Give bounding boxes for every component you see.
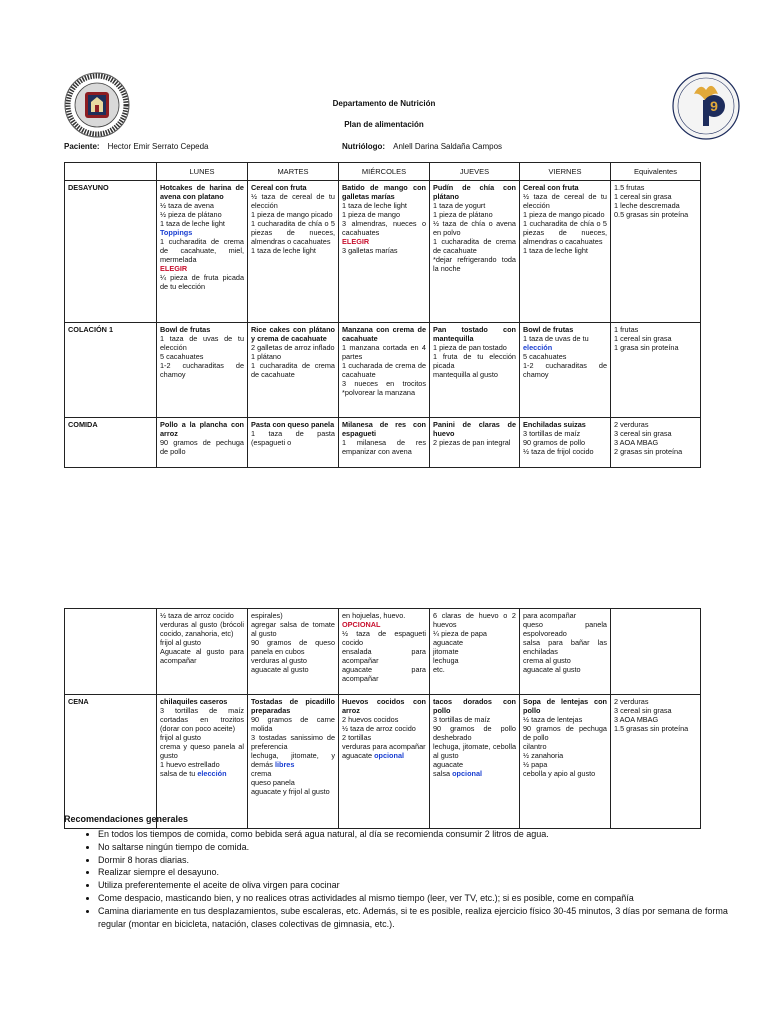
ingredient: aguacate para acompañar xyxy=(342,665,426,683)
row-cena xyxy=(65,695,701,829)
ingredient: 1 taza de yogurt xyxy=(433,201,486,210)
dish-name: Bowl de frutas xyxy=(523,325,574,334)
header-jueves: JUEVES xyxy=(430,163,520,181)
cell-miercoles xyxy=(339,323,430,418)
ingredient: *dejar refrigerando toda la noche xyxy=(433,255,516,273)
ingredient: 1 pieza de mango picado xyxy=(251,210,333,219)
ingredient: crema xyxy=(251,769,272,778)
cell-martes xyxy=(248,609,339,695)
option-highlight: elección xyxy=(523,343,553,352)
cell-jueves xyxy=(430,609,520,695)
dish-name: Cereal con fruta xyxy=(523,183,579,192)
cell-equivalentes xyxy=(611,323,701,418)
ingredient: frijol al gusto xyxy=(160,638,201,647)
nutritionist-label: Nutriólogo: xyxy=(342,142,386,151)
ingredient: ½ taza de arroz cocido xyxy=(342,724,416,733)
dish-name: tacos dorados con pollo xyxy=(433,697,516,715)
ingredient: 1 pieza de pan tostado xyxy=(433,343,507,352)
ingredient: aguacate xyxy=(433,638,464,647)
dish-name: Hotcakes de harina de avena con platano xyxy=(160,183,244,201)
option-highlight: ELEGIR xyxy=(160,264,188,273)
recommendations-list xyxy=(64,828,738,930)
option-highlight: ELEGIR xyxy=(342,237,370,246)
option-highlight: elección xyxy=(197,769,227,778)
dish-name: Huevos cocidos con arroz xyxy=(342,697,426,715)
dish-name: Pan tostado con mantequilla xyxy=(433,325,516,343)
dish-name: Milanesa de res con espagueti xyxy=(342,420,426,438)
ingredient: ½ taza de chía o avena en polvo xyxy=(433,219,516,237)
ingredient: 3 tostadas sanissimo de preferencia xyxy=(251,733,335,751)
list-item: • Utiliza preferentemente el aceite de oliva virgen para cocinar xyxy=(98,879,738,892)
ingredient: 1 fruta de tu elección picada xyxy=(433,352,516,370)
ingredient: 1 taza de pasta (espagueti o xyxy=(251,429,335,447)
ingredient: 1 cucharadita de chía o 5 piezas de nueces, almendras o cacahuates xyxy=(251,219,335,246)
row-comida xyxy=(65,418,701,468)
ingredient: etc. xyxy=(433,665,445,674)
ingredient: espirales) xyxy=(251,611,283,620)
list-item: • Dormir 8 horas diarias. xyxy=(98,854,738,867)
dish-name: Pollo a la plancha con arroz xyxy=(160,420,244,438)
cell-jueves xyxy=(430,323,520,418)
table-header-row xyxy=(65,163,701,181)
ingredient: 1 taza de uvas de tu elección xyxy=(160,334,244,352)
dish-name: chilaquiles caseros xyxy=(160,697,228,706)
cell-lunes xyxy=(157,181,248,323)
equivalent: 1.5 grasas sin proteína xyxy=(614,724,689,733)
row-desayuno xyxy=(65,181,701,323)
row-label: COMIDA xyxy=(65,418,157,468)
option-highlight: opcional xyxy=(452,769,483,778)
ingredient: 1 cucharadita de crema de cacahuate, miel, mermelada xyxy=(160,237,244,264)
cell-viernes xyxy=(520,609,611,695)
cell-martes xyxy=(248,695,339,829)
ingredient: cilantro xyxy=(523,742,547,751)
ingredient: 5 cacahuates xyxy=(160,352,204,361)
ingredient: aguacate y frijol al gusto xyxy=(251,787,330,796)
header-equivalentes: Equivalentes xyxy=(611,163,701,181)
ingredient: 3 almendras, nueces o cacahuates xyxy=(342,219,426,237)
dish-name: Manzana con crema de cacahuate xyxy=(342,325,426,343)
cell-viernes xyxy=(520,418,611,468)
cell-miercoles xyxy=(339,695,430,829)
ingredient: mantequilla al gusto xyxy=(433,370,498,379)
header-martes: MARTES xyxy=(248,163,339,181)
dish-name: Rice cakes con plátano y crema de cacahuate xyxy=(251,325,335,343)
ingredient: jitomate xyxy=(433,647,459,656)
ingredient: 90 gramos de queso panela en cubos xyxy=(251,638,335,656)
cell-equivalentes xyxy=(611,695,701,829)
ingredient: 1 huevo estrellado xyxy=(160,760,220,769)
ingredient: 90 gramos de carne molida xyxy=(251,715,335,733)
ingredient: ½ taza de frijol cocido xyxy=(523,447,594,456)
ingredient: 1 taza de leche light xyxy=(342,201,407,210)
cell-miercoles xyxy=(339,181,430,323)
equivalent: 1 cereal sin grasa xyxy=(614,192,672,201)
ingredient: agregar salsa de tomate al gusto xyxy=(251,620,335,638)
equivalent: 1.5 frutas xyxy=(614,183,645,192)
ingredient: ¼ pieza de fruta picada de tu elección xyxy=(160,273,244,291)
ingredient: queso panela xyxy=(251,778,295,787)
dish-name: Cereal con fruta xyxy=(251,183,307,192)
cell-lunes xyxy=(157,695,248,829)
option-highlight: Toppings xyxy=(160,228,193,237)
cell-jueves xyxy=(430,181,520,323)
dish-name: Pasta con queso panela xyxy=(251,420,335,429)
row-label: CENA xyxy=(65,695,157,829)
ingredient: 2 huevos cocidos xyxy=(342,715,399,724)
row-colacion xyxy=(65,323,701,418)
ingredient: aguacate al gusto xyxy=(251,665,309,674)
ingredient: 1 taza de leche light xyxy=(160,219,225,228)
header-empty xyxy=(65,163,157,181)
dish-name: Panini de claras de huevo xyxy=(433,420,516,438)
header-miercoles: MIÉRCOLES xyxy=(339,163,430,181)
list-item: • Come despacio, masticando bien, y no realices otras actividades al mismo tiempo (leer, ver TV, etc.); si es posible, come en compañía xyxy=(98,892,738,905)
equivalent: 1 cereal sin grasa xyxy=(614,334,672,343)
ingredient: ensalada para acompañar xyxy=(342,647,426,665)
row-comida-continued xyxy=(65,609,701,695)
ingredient: 1 manzana cortada en 4 partes xyxy=(342,343,426,361)
equivalent: 0.5 grasas sin proteína xyxy=(614,210,689,219)
ingredient: 1 taza de leche light xyxy=(523,246,588,255)
equivalent: 3 cereal sin grasa xyxy=(614,706,672,715)
ingredient: 90 gramos de pechuga de pollo xyxy=(523,724,607,742)
cell-lunes xyxy=(157,323,248,418)
cell-lunes xyxy=(157,609,248,695)
ingredient: 1 cucharada de crema de cacahuate xyxy=(342,361,426,379)
ingredient: lechuga, jitomate, cebolla al gusto xyxy=(433,742,516,760)
row-label: DESAYUNO xyxy=(65,181,157,323)
ingredient: aguacate xyxy=(433,760,464,769)
ingredient: 3 tortillas de maíz xyxy=(523,429,581,438)
cell-equivalentes xyxy=(611,609,701,695)
equivalent: 1 grasa sin proteína xyxy=(614,343,679,352)
ingredient: ¼ pieza de papa xyxy=(433,629,487,638)
option-highlight: OPCIONAL xyxy=(342,620,381,629)
ingredient: frijol al gusto xyxy=(160,733,201,742)
cell-miercoles xyxy=(339,609,430,695)
ingredient: en hojuelas, huevo. xyxy=(342,611,406,620)
meal-plan-table-page1 xyxy=(64,162,701,468)
cell-martes xyxy=(248,323,339,418)
ingredient: 5 cacahuates xyxy=(523,352,567,361)
ingredient: 3 nueces en trocitos *polvorear la manzana xyxy=(342,379,426,397)
ingredient: verduras para acompañar xyxy=(342,742,426,751)
equivalent: 3 AOA MBAG xyxy=(614,438,659,447)
equivalent: 1 frutas xyxy=(614,325,639,334)
ingredient: ½ taza de arroz cocido xyxy=(160,611,234,620)
cell-viernes xyxy=(520,695,611,829)
ingredient: para acompañar xyxy=(523,611,577,620)
ingredient: 3 tortillas de maíz xyxy=(433,715,491,724)
ingredient: 1-2 cucharaditas de chamoy xyxy=(523,361,607,379)
ingredient: 90 gramos de pollo deshebrado xyxy=(433,724,516,742)
department-title: Departamento de Nutrición xyxy=(332,99,436,108)
ingredient: 1 taza de leche light xyxy=(251,246,316,255)
header-lunes: LUNES xyxy=(157,163,248,181)
ingredient: 1 pieza de mango picado xyxy=(523,210,605,219)
ingredient: 1 pieza de mango xyxy=(342,210,401,219)
ingredient: salsa xyxy=(433,769,451,778)
ingredient: ½ taza de cereal de tu elección xyxy=(251,192,335,210)
ingredient: 1 pieza de plátano xyxy=(433,210,493,219)
dish-name: Batido de mango con galletas marías xyxy=(342,183,426,201)
equivalent: 2 grasas sin proteína xyxy=(614,447,683,456)
cell-jueves xyxy=(430,418,520,468)
patient-info xyxy=(64,142,209,151)
cell-viernes xyxy=(520,323,611,418)
ingredient: lechuga, jitomate, y demás xyxy=(251,751,335,769)
dish-name: Sopa de lentejas con pollo xyxy=(523,697,607,715)
list-item: • Realizar siempre el desayuno. xyxy=(98,866,738,879)
patient-name: Hector Emir Serrato Cepeda xyxy=(107,142,209,151)
ingredient: ½ taza de cereal de tu elección xyxy=(523,192,607,210)
ingredient: aguacate xyxy=(342,751,373,760)
ingredient: ½ taza de avena xyxy=(160,201,214,210)
recommendations-title: Recomendaciones generales xyxy=(64,814,189,824)
ingredient: cebolla y apio al gusto xyxy=(523,769,596,778)
ingredient: crema y queso panela al gusto xyxy=(160,742,244,760)
cell-jueves xyxy=(430,695,520,829)
dish-name: Tostadas de picadillo preparadas xyxy=(251,697,335,715)
plan-title: Plan de alimentación xyxy=(344,120,424,129)
ingredient: ½ taza de espagueti cocido xyxy=(342,629,426,647)
equivalent: 2 verduras xyxy=(614,420,649,429)
dish-name: Enchiladas suizas xyxy=(523,420,586,429)
dish-name: Pudín de chía con plátano xyxy=(433,183,516,201)
row-label-empty xyxy=(65,609,157,695)
ingredient: 1 cucharadita de chía o 5 piezas de nueces, almendras o cacahuates xyxy=(523,219,607,246)
cell-martes xyxy=(248,181,339,323)
cell-miercoles xyxy=(339,418,430,468)
list-item: • No saltarse ningún tiempo de comida. xyxy=(98,841,738,854)
ingredient: verduras al gusto xyxy=(251,656,307,665)
equivalent: 2 verduras xyxy=(614,697,649,706)
ingredient: salsa para bañar las enchiladas xyxy=(523,638,607,656)
list-item: • En todos los tiempos de comida, como bebida será agua natural, al día se recomienda consumir 2 litros de agua. xyxy=(98,828,738,841)
nutritionist-info xyxy=(342,142,502,151)
ingredient: 90 gramos de pollo xyxy=(523,438,586,447)
ingredient: 1-2 cucharaditas de chamoy xyxy=(160,361,244,379)
ingredient: 2 piezas de pan integral xyxy=(433,438,511,447)
meal-plan-table-page2 xyxy=(64,608,701,829)
cell-lunes xyxy=(157,418,248,468)
option-highlight: libres xyxy=(274,760,295,769)
ingredient: 6 claras de huevo o 2 huevos xyxy=(433,611,516,629)
ingredient: 2 galletas de arroz inflado xyxy=(251,343,335,352)
ingredient: queso panela espolvoreado xyxy=(523,620,607,638)
cell-equivalentes xyxy=(611,181,701,323)
equivalent: 3 AOA MBAG xyxy=(614,715,659,724)
ingredient: 1 milanesa de res empanizar con avena xyxy=(342,438,426,456)
ingredient: crema al gusto xyxy=(523,656,571,665)
ingredient: 1 cucharadita de crema de cacahuate xyxy=(251,361,335,379)
ingredient: 1 plátano xyxy=(251,352,282,361)
ingredient: 3 tortillas de maíz cortadas en trozitos (dorar con poco aceite) xyxy=(160,706,244,733)
cell-equivalentes xyxy=(611,418,701,468)
row-label: COLACIÓN 1 xyxy=(65,323,157,418)
ingredient: 1 taza de uvas de tu xyxy=(523,334,589,343)
option-highlight: opcional xyxy=(374,751,405,760)
equivalent: 3 cereal sin grasa xyxy=(614,429,672,438)
ingredient: ½ taza de lentejas xyxy=(523,715,583,724)
ingredient: salsa de tu xyxy=(160,769,196,778)
dish-name: Bowl de frutas xyxy=(160,325,211,334)
ingredient: Aguacate al gusto para acompañar xyxy=(160,647,244,665)
cell-martes xyxy=(248,418,339,468)
equivalent: 1 leche descremada xyxy=(614,201,680,210)
patient-label: Paciente: xyxy=(64,142,100,151)
ingredient: 3 galletas marías xyxy=(342,246,398,255)
ingredient: ½ zanahoria xyxy=(523,751,564,760)
ingredient: verduras al gusto (brócoli cocido, zanahoria, etc) xyxy=(160,620,244,638)
ingredient: 90 gramos de pechuga de pollo xyxy=(160,438,244,456)
ingredient: ½ pieza de plátano xyxy=(160,210,222,219)
ingredient: lechuga xyxy=(433,656,459,665)
ingredient: ½ papa xyxy=(523,760,548,769)
header-viernes: VIERNES xyxy=(520,163,611,181)
nutritionist-name: Anlell Darina Saldaña Campos xyxy=(393,142,503,151)
list-item: • Camina diariamente en tus desplazamientos, sube escaleras, etc. Además, si te es posible, realiza ejercicio físico 30-45 minutos, 3 días por semana de forma regular (montar en bicicleta, natación, clases colectivas de gimnasia, etc.). xyxy=(98,905,738,931)
emblem-number: 9 xyxy=(710,98,718,114)
ingredient: 1 cucharadita de crema de cacahuate xyxy=(433,237,516,255)
ingredient: aguacate al gusto xyxy=(523,665,581,674)
ingredient: 2 tortillas xyxy=(342,733,372,742)
cell-viernes xyxy=(520,181,611,323)
